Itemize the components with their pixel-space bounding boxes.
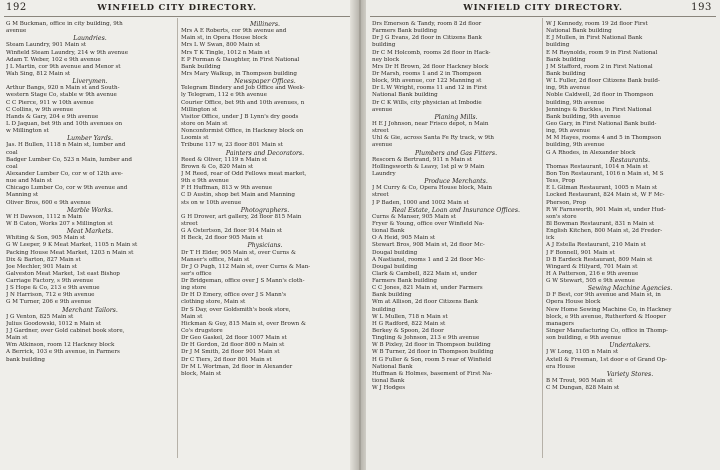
directory-entry: ney block [372,56,400,63]
directory-entry: coal [6,149,18,156]
right-page-number: 193 [691,2,712,13]
directory-entry: Dr Marsh, rooms 1 and 2 in Thompson [372,70,482,77]
directory-entry: Drs Emerson & Tandy, room 8 2d floor [372,21,482,27]
directory-entry: son building, e 9th avenue [546,335,622,342]
directory-entry: National Bank [372,363,413,370]
directory-entry: Bank building, 9th avenue [546,113,621,120]
directory-entry: C D Austin, shop bet Main and Manning [181,192,295,199]
directory-entry: Dr C M Holcomb, rooms 2d floor in Hack- [372,49,491,56]
directory-entry: R W Farnsworth, 901 Main st, under Hud- [546,206,666,213]
directory-entry: J J Gardner, over Gold cabinet book store, [6,328,125,335]
directory-entry: Manning st [6,192,39,199]
directory-entry: Arthur Bangs, 920 n Main st and South- [6,85,120,92]
directory-entry: clothing store, Main st [181,299,246,306]
directory-entry: Carriage Factory, s 9th avenue [6,278,94,285]
section-heading: Real Estate, Loan and Insurance Offices. [391,206,520,214]
directory-entry: G A Rhodes, in Alexander block [546,149,636,156]
directory-entry: era House [546,363,576,370]
directory-entry: ing store [181,285,207,292]
directory-entry: Dr H D Emery, office over J S Mann's [181,292,287,299]
directory-entry: Huffman & Holmes, basement of First Na- [372,370,493,377]
directory-entry: Tess, Prop [546,178,576,185]
section-heading: Painters and Decorators. [225,149,305,157]
directory-entry: Jennings & Buckles, in First National [546,106,652,113]
directory-entry: western Stage Co, stable w 9th avenue [6,92,117,99]
directory-entry: Wah Sing, 812 Main st [6,70,71,77]
directory-entry: Mrs L W Swan, 800 Main st [181,42,260,49]
directory-entry: C C Pierce, 911 w 10th avenue [6,99,94,106]
directory-entry: E J Mullen, in First National Bank [546,35,643,42]
directory-entry: Mrs T K Tingle, 1012 n Main st [181,49,270,56]
directory-entry: w Millington st [6,128,49,135]
directory-entry: tional Bank [372,228,405,235]
right-column-divider [542,18,543,458]
directory-entry: Bank building [181,63,221,70]
directory-entry: Manser's office, Main st [181,256,250,263]
directory-entry: store on Main st [181,120,228,127]
directory-entry: G M Turner, 206 e 9th avenue [6,299,92,306]
section-heading: Milliners. [250,21,280,28]
directory-entry: Main st, in Opera House block [181,35,268,42]
directory-entry: Dr J G Evans, 2d floor in Citizens Bank [372,35,482,42]
directory-entry: W L Fuller, 2d floor Citizens Bank build- [546,78,660,85]
directory-entry: Thomas Restaurant, 1014 n Main st [546,163,648,170]
directory-entry: H A Patterson, 216 e 9th avenue [546,270,639,277]
directory-entry: Joe Mechler, 901 Main st [6,263,77,270]
directory-entry: ing, 9th avenue [546,128,591,135]
section-heading: Liverymen. [72,78,108,86]
directory-entry: H Beck, 2d floor 905 Main st [181,235,263,242]
right-page-header [366,2,720,16]
directory-entry: A J Estella Restaurant, 210 Main st [546,242,646,249]
directory-entry: Winfield Steam Laundry, 214 w 9th avenue [6,49,129,56]
directory-entry: Dougal building [372,263,418,270]
directory-entry: 9th e 9th avenue [181,178,229,185]
directory-entry: Hickman & Guy, 815 Main st, over Brown & [181,320,306,327]
section-heading: Plumbers and Gas Fitters. [414,149,498,157]
directory-entry: J F Bonnell, 901 Main st [546,249,615,256]
directory-entry: avenue [372,142,393,149]
directory-entry: Dr T H Elder, 905 Main st, over Curns & [181,249,296,256]
directory-entry: Opera House block [546,299,601,306]
directory-entry: C M Dungan, 828 Main st [546,385,620,392]
directory-entry: building, 9th avenue [546,99,605,106]
directory-entry: G A Ostertson, 2d floor 914 Main st [181,228,283,235]
section-heading: Undertakers. [609,342,651,350]
section-heading: Meat Markets. [66,228,114,236]
directory-entry: J W Long, 1105 n Main st [546,349,619,356]
directory-entry: Loomis st [181,135,209,142]
directory-entry: Alexander Lumber Co, cor w of 12th ave- [6,170,123,177]
directory-entry: Dr C Tiers, 2d floor 801 Main st [181,356,272,363]
directory-entry: Dr C K Wills, city physician at Imbodie [372,99,482,106]
left-page-header [0,2,354,16]
left-column-1 [6,21,174,364]
section-heading: Restaurants. [610,156,650,164]
directory-entry: Hands & Gary, 204 e 9th avenue [6,113,99,120]
directory-entry: street [181,220,198,227]
directory-entry: W H Dawson, 1112 n Main [6,213,83,220]
directory-entry: Bon Ton Restaurant, 1016 n Main st, M S [546,170,664,177]
section-heading: Newspaper Offices. [234,78,296,86]
directory-entry: O A Heid, 905 Main st [372,235,436,242]
section-heading: Merchant Tailors. [62,306,118,314]
directory-entry: A Nastiansl, rooms 1 and 2 2d floor Mc- [372,256,486,263]
directory-entry: coal [6,163,18,170]
directory-entry: Dougal building [372,249,418,256]
directory-entry: ick [546,235,555,242]
directory-entry: ly Telegram, 112 e 9th avenue [181,92,267,99]
directory-entry: Tribune 117 w, 23 floor 801 Main st [181,142,283,149]
directory-entry: Locked Restaurant, 824 Main st, W F Mc- [546,192,665,199]
directory-entry: Reed & Oliver, 1119 n Main st [181,156,267,163]
directory-entry: Tingling & Johnson, 213 e 9th avenue [372,335,480,342]
right-column-1 [372,21,540,392]
directory-entry: Fryer & Young, office over Winfield Na- [372,220,485,227]
directory-entry: H G Fuller & Son, room 5 rear of Winfield [372,356,492,363]
directory-entry: building [546,42,570,49]
directory-entry: street [372,192,389,199]
left-column-2 [181,21,349,378]
section-heading: Produce Merchants. [424,178,488,186]
directory-entry: Stewart Bros, 908 Main st, 2d floor Mc- [372,242,485,249]
directory-entry: Wingard & Hilyard, 701 Main st [546,263,638,270]
directory-entry: W B Caton, Works 207 s Millington st [6,220,113,227]
directory-entry: building, 9th avenue [546,142,605,149]
directory-entry: Steam Laundry, 901 Main st [6,42,87,49]
directory-entry: Bl Bowman Restaurant, 831 n Main st [546,220,655,227]
directory-entry: Farmers Bank building [372,278,437,285]
directory-entry: Dr J O Pugh, 112 Main st, over Curns & Man- [181,263,311,270]
directory-entry: J S Hope & Co, 213 e 9th avenue [6,285,100,292]
right-page [366,0,720,470]
directory-entry: J M Curry & Co, Opera House block, Main [372,185,492,192]
directory-entry: New Home Sewing Machine Co, in Hackney [546,306,672,313]
directory-entry: son's store [546,213,577,220]
directory-entry: block, 9th avenue, cor 122 Manning st [372,78,482,85]
directory-entry: Whiting & Son, 905 Main st [6,235,86,242]
directory-entry: E M Reynolds, room 9 in First National [546,49,658,56]
directory-entry: sts on w 10th avenue [181,199,242,206]
directory-entry: English Kitchen, 800 Main st, 2d Freder- [546,228,663,235]
directory-entry: Mrs A E Roberts, cor 9th avenue and [181,28,287,35]
right-column-2 [546,21,714,392]
directory-entry: H G Radford, 822 Main st [372,320,446,327]
directory-entry: Bank building [546,70,586,77]
directory-entry: H E J Johnson, near Frisco depot, n Main [372,120,489,127]
directory-entry: Galveston Meat Market, 1st east Bishop [6,270,120,277]
directory-entry: J M Stafford, room 2 in First National [546,63,653,70]
directory-entry: Laundry [372,170,396,177]
directory-entry: tional Bank [372,378,405,385]
directory-entry: avenue [372,106,393,113]
directory-entry: A Berrick, 103 e 9th avenue, in Farmers [6,349,120,356]
directory-entry: ser's office [181,270,212,277]
directory-entry: Chicago Lumber Co, cor w 9th avenue and [6,185,128,192]
directory-entry: Main st [181,313,203,320]
directory-entry: building [372,306,396,313]
directory-entry: J M Reed, rear of Odd Fellows meat market, [181,170,307,177]
directory-entry: G M Buckman, office in city building, 9th [6,21,123,27]
directory-entry: Dix & Barton, 827 Main st [6,256,81,263]
directory-entry: ing, 9th avenue [546,85,591,92]
directory-entry: Main st [6,335,28,342]
directory-entry: Curns & Manser, 905 Main st [372,213,456,220]
left-page-title: WINFIELD CITY DIRECTORY. [97,3,257,13]
directory-entry: G W Stewart, 505 e 9th avenue [546,278,635,285]
directory-entry: G H Drower, art gallery, 2d floor 815 Main [181,213,302,220]
directory-entry: Nonconformist Office, in Hackney block on [181,128,304,135]
directory-entry: Farmers Bank building [372,28,437,35]
directory-entry: Pherson, Prop [546,199,587,206]
directory-entry: J N Harrison, 712 e 9th avenue [6,292,95,299]
directory-entry: F H Huffman, 813 w 9th avenue [181,185,273,192]
directory-entry: Millington st [181,106,218,113]
directory-entry: Mrs Dr H Brown, 2d floor Hackney block [372,63,489,70]
directory-entry: nue and Main st [6,178,52,185]
directory-entry: W L Mullen, 718 n Main st [372,313,448,320]
section-heading: Marble Works. [66,206,114,214]
right-header-rule [370,16,716,17]
right-page-title: WINFIELD CITY DIRECTORY. [463,3,623,13]
section-heading: Laundries. [73,35,107,43]
section-heading: Planing Mills. [434,113,478,121]
directory-entry: Jas. H Bullen, 1118 n Main st, lumber and [6,142,126,149]
left-page-number: 192 [6,2,27,13]
directory-entry: W J Kennedy, room 19 2d floor First [546,21,648,27]
directory-entry: E P Forman & Daughter, in First National [181,56,300,63]
directory-entry: Dr L W Wright, rooms 11 and 12 in First [372,85,487,92]
directory-entry: managers [546,320,575,327]
directory-entry: Julius Goodowski, 1012 n Main st [6,320,101,327]
left-header-rule [4,16,350,17]
directory-entry: D B Eardeck Restaurant, 809 Main st [546,256,653,263]
directory-entry: Clark & Cambell, 822 Main st, under [372,270,478,277]
directory-entry: B M Trout, 905 Main st [546,378,613,385]
directory-entry: Visitor Office, under J B Lynn's dry goods [181,113,299,120]
directory-entry: D F Best, cor 9th avenue and Main st, in [546,292,661,299]
directory-entry: Uhl & Gie, across Santa Fe Ry track, w 9th [372,135,494,142]
directory-entry: Dr Geo Gaskel, 2d floor 1007 Main st [181,335,287,342]
directory-entry: M M Hayes, rooms 4 and 5 in Thompson [546,135,662,142]
directory-entry: Badger Lumber Co, 523 n Main, lumber and [6,156,132,163]
directory-entry: Wm at Allison, 2d floor Citizens Bank [372,299,478,306]
directory-entry: Hollingsworth & Leavy, 1st pl w 9 Main [372,163,485,170]
directory-entry: building [372,42,396,49]
directory-entry: Geo Gary, in First National Bank build- [546,120,657,127]
left-column-divider [177,18,178,458]
directory-entry: J G Venton, 825 Main st [6,313,74,320]
directory-entry: Rescorn & Bertrand, 911 n Main st [372,156,472,163]
left-page [0,0,354,470]
directory-entry: Courier Office, bet 9th and 10th avenues, n [181,99,305,106]
section-heading: Photographers. [240,206,290,214]
directory-entry: Dr M L Wortman, 2d floor in Alexander [181,363,293,370]
directory-entry: Dr H Gordon, 2d floor 800 n Main st [181,342,285,349]
directory-entry: Wm Atkinson, room 12 Hackney block [6,342,115,349]
directory-entry: Packing House Meat Market, 1203 n Main st [6,249,134,256]
directory-entry: C C Jones, 821 Main st, under Farmers [372,285,483,292]
directory-entry: G W Leeper, 9 K Meat Market, 1105 n Main st [6,242,138,249]
directory-entry: Singer Manufacturing Co, office in Thomp- [546,328,668,335]
directory-entry: Mrs Mary Walkup, in Thompson building [181,70,297,77]
directory-entry: W B Pixley, 2d floor in Thompson building [372,342,491,349]
directory-entry: block, e 9th avenue, Rutherford & Hooper [546,313,667,320]
directory-entry: bank building [6,356,46,363]
directory-entry: Telegram Bindery and Job Office and Week- [181,85,305,92]
section-heading: Variety Stores. [606,370,654,378]
directory-entry: Dr S Day, over Goldsmith's book store, [181,306,291,313]
directory-entry: Berkey & Spoon, 2d floor [372,328,444,335]
section-heading: Lumber Yards. [67,135,113,143]
directory-entry: Bank building [372,292,412,299]
directory-entry: block, Main st [181,370,222,377]
directory-entry: National Bank building [372,92,438,99]
directory-entry: Co's drugstore [181,328,223,335]
directory-entry: Axtell & Freeman, 1st door e of Grand Op- [546,356,667,363]
directory-entry: Bank building [546,56,586,63]
directory-entry: W B Turner, 2d floor in Thompson building [372,349,494,356]
directory-entry: L D Jaquan, bet 9th and 10th avenues on [6,120,123,127]
directory-entry: Oliver Bros, 600 e 9th avenue [6,199,91,206]
directory-entry: J L Martin, cor 9th avenue and Menor st [6,63,121,70]
directory-entry: E L Gilman Restaurant, 1005 n Main st [546,185,658,192]
section-heading: Physicians. [247,242,283,250]
section-heading: Sewing Machine Agencies. [587,285,673,293]
directory-entry: avenue [6,28,27,35]
directory-entry: Dr J M Smith, 2d floor 901 Main st [181,349,280,356]
directory-entry: street [372,128,389,135]
directory-entry: National Bank building [546,28,612,35]
directory-entry: C Collins, w 9th avenue [6,106,74,113]
directory-entry: Dr Bridgeman, office over J S Mann's cloth- [181,278,305,285]
directory-entry: J P Baden, 1000 and 1002 Main st [372,199,469,206]
directory-entry: W J Hodges [372,385,406,392]
directory-entry: Adam T. Weber, 102 e 9th avenue [6,56,101,63]
directory-entry: Noble Caldwell, 2d floor in Thompson [546,92,654,99]
directory-entry: Brown & Co, 820 Main st [181,163,254,170]
